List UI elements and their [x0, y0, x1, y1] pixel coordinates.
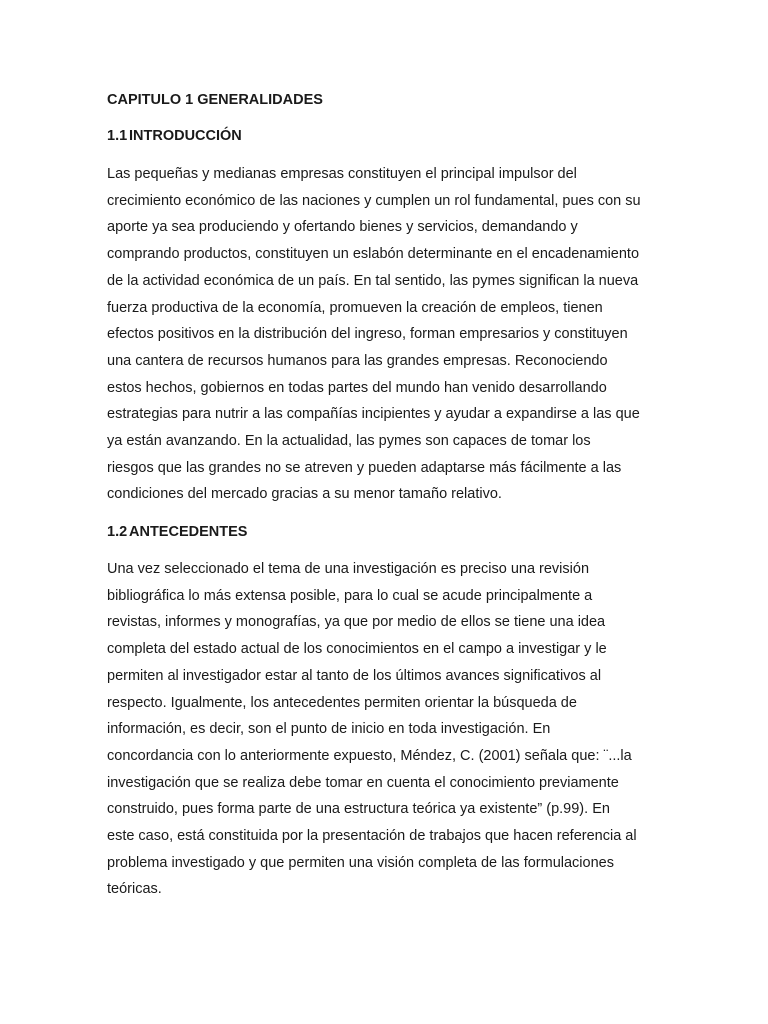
text-line: estos hechos, gobiernos en todas partes del mundo han venido desarrollando	[107, 379, 607, 396]
text-line: Las pequeñas y medianas empresas constituyen el principal impulsor del	[107, 166, 577, 182]
text-line: revistas, informes y monografías, ya que por medio de ellos se tiene una idea	[107, 614, 606, 631]
text-line: riesgos que las grandes no se atreven y pueden adaptarse más fácilmente a las	[107, 459, 622, 476]
paragraph-introduccion	[107, 161, 667, 508]
text-line: una cantera de recursos humanos para las grandes empresas. Reconociendo	[107, 352, 608, 369]
section-number: 1.2	[107, 524, 128, 540]
text-line: aporte ya sea produciendo y ofertando bienes y servicios, demandando y	[107, 219, 578, 236]
section-title: INTRODUCCIÓN	[129, 128, 242, 144]
text-line: construido, pues forma parte de una estructura teórica ya existente” (p.99). En	[107, 801, 610, 818]
text-line: investigación que se realiza debe tomar en cuenta el conocimiento previamente	[107, 774, 619, 791]
text-line: estrategias para nutrir a las compañías incipientes y ayudar a expandirse a las que	[107, 406, 640, 423]
text-line: condiciones del mercado gracias a su menor tamaño relativo.	[107, 486, 502, 503]
paragraph-antecedentes	[107, 556, 667, 903]
text-line: efectos positivos en la distribución del ingreso, forman empresarios y constituyen	[107, 326, 628, 343]
section-title: ANTECEDENTES	[129, 524, 248, 540]
text-line: Una vez seleccionado el tema de una investigación es preciso una revisión	[107, 561, 590, 577]
text-line: permiten al investigador estar al tanto de los últimos avances significativos al	[107, 667, 602, 684]
text-line: bibliográfica lo más extensa posible, para lo cual se acude principalmente a	[107, 587, 593, 604]
text-line: comprando productos, constituyen un eslabón determinante en el encadenamiento	[107, 246, 640, 263]
text-line: problema investigado y que permiten una visión completa de las formulaciones	[107, 854, 614, 871]
text-line: respecto. Igualmente, los antecedentes permiten orientar la búsqueda de	[107, 694, 577, 711]
section-heading-antecedentes	[107, 524, 247, 540]
text-line: de la actividad económica de un país. En tal sentido, las pymes significan la nueva	[107, 272, 639, 289]
section-number: 1.1	[107, 128, 128, 144]
text-line: concordancia con lo anteriormente expuesto, Méndez, C. (2001) señala que: ¨...la	[107, 747, 632, 764]
text-line: fuerza productiva de la economía, promueven la creación de empleos, tienen	[107, 299, 603, 316]
text-line: crecimiento económico de las naciones y cumplen un rol fundamental, pues con su	[107, 192, 641, 209]
text-line: este caso, está constituida por la presentación de trabajos que hacen referencia al	[107, 828, 637, 845]
text-line: ya están avanzando. En la actualidad, las pymes son capaces de tomar los	[107, 433, 591, 450]
text-line: teóricas.	[107, 881, 162, 898]
section-heading-introduccion	[107, 128, 242, 144]
text-line: información, es decir, son el punto de inicio en toda investigación. En	[107, 721, 551, 738]
text-line: completa del estado actual de los conocimientos en el campo a investigar y le	[107, 641, 607, 658]
chapter-title: CAPITULO 1 GENERALIDADES	[107, 92, 323, 108]
